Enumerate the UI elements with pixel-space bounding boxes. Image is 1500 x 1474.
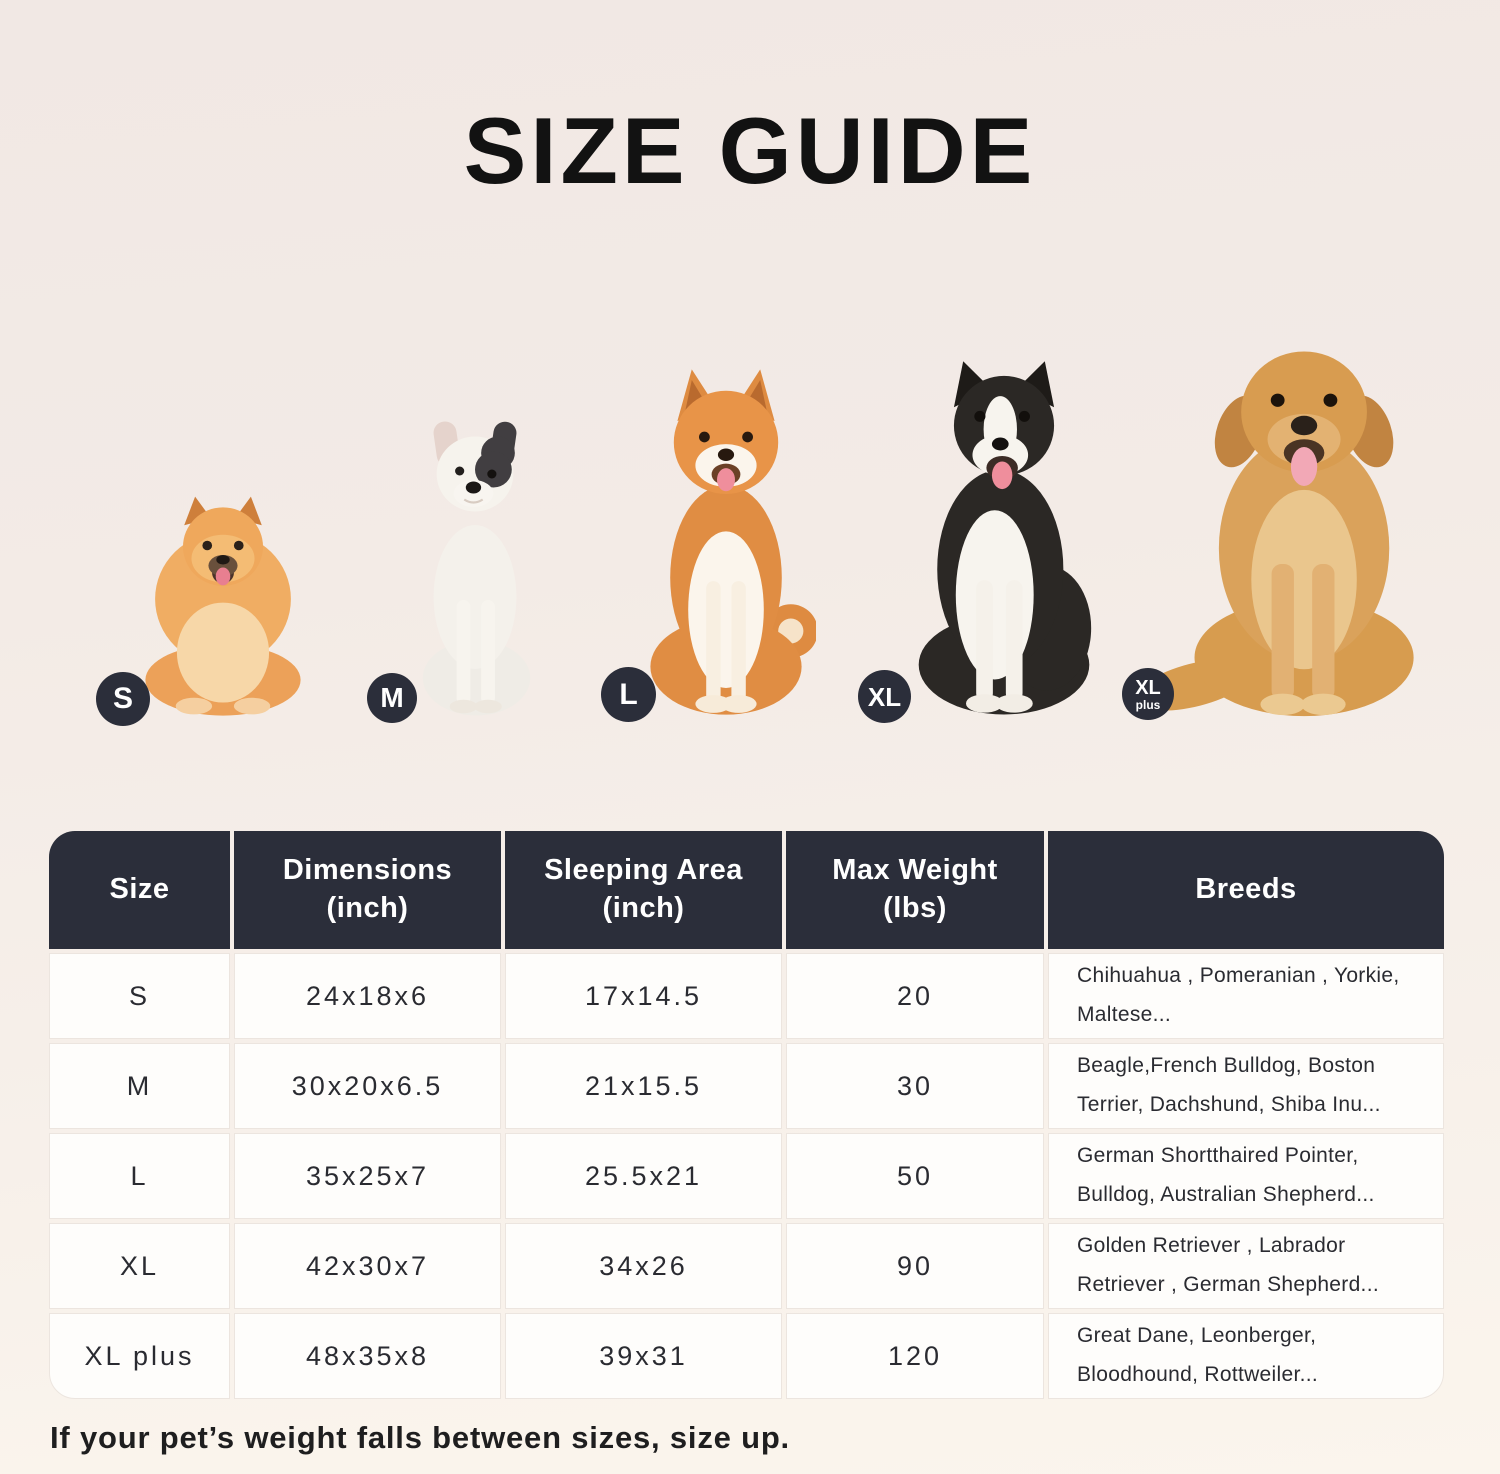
size-badge-xl-label: XL xyxy=(867,681,902,712)
size-badge-s xyxy=(96,672,150,726)
size-badge-m-label: M xyxy=(380,682,404,713)
dog-golden-retriever-illustration xyxy=(1158,330,1442,720)
cell-size-l: L xyxy=(49,1133,230,1219)
dog-french-bulldog-illustration xyxy=(406,420,544,720)
cell-breeds-s: Chihuahua , Pomeranian , Yorkie, Maltese... xyxy=(1048,953,1444,1039)
page-title: SIZE GUIDE xyxy=(463,98,1037,203)
cell-max-weight-xl-plus: 120 xyxy=(786,1313,1044,1399)
cell-size-s: S xyxy=(49,953,230,1039)
cell-breeds-m: Beagle,French Bulldog, Boston Terrier, Dachshund, Shiba Inu... xyxy=(1048,1043,1444,1129)
column-header-size xyxy=(49,831,230,949)
size-table xyxy=(49,831,1444,1399)
size-badge-s-label: S xyxy=(112,682,133,715)
size-badge-l-label: L xyxy=(619,677,638,711)
size-badge-xl-plus-sublabel: plus xyxy=(1135,697,1161,712)
cell-max-weight-xl: 90 xyxy=(786,1223,1044,1309)
cell-sleeping-area-xl: 34x26 xyxy=(505,1223,782,1309)
cell-sleeping-area-l: 25.5x21 xyxy=(505,1133,782,1219)
cell-sleeping-area-m: 21x15.5 xyxy=(505,1043,782,1129)
cell-max-weight-l: 50 xyxy=(786,1133,1044,1219)
column-header-sleeping-area-unit: (inch) xyxy=(602,892,685,924)
column-header-max-weight-label: Max Weight xyxy=(832,854,998,887)
cell-breeds-xl: Golden Retriever , Labrador Retriever , German Shepherd... xyxy=(1048,1223,1444,1309)
column-header-breeds xyxy=(1048,831,1444,949)
size-badge-xl-plus-label: XL xyxy=(1135,676,1161,699)
size-badge-xl-plus xyxy=(1122,668,1174,720)
column-header-breeds-label: Breeds xyxy=(1195,873,1297,906)
column-header-dimensions xyxy=(234,831,501,949)
column-header-max-weight-unit: (lbs) xyxy=(883,892,947,924)
column-header-max-weight xyxy=(786,831,1044,949)
dog-shiba-inu-illustration xyxy=(636,364,816,720)
cell-sleeping-area-s: 17x14.5 xyxy=(505,953,782,1039)
column-header-dimensions-unit: (inch) xyxy=(326,892,409,924)
sizing-advice-note: If your pet’s weight falls between sizes, size up. xyxy=(50,1420,790,1455)
cell-size-xl: XL xyxy=(49,1223,230,1309)
column-header-dimensions-label: Dimensions xyxy=(282,854,453,887)
cell-size-xl-plus: XL plus xyxy=(49,1313,230,1399)
dog-border-collie-illustration xyxy=(902,352,1106,720)
column-header-size-label: Size xyxy=(109,873,170,906)
cell-dimensions-xl: 42x30x7 xyxy=(234,1223,501,1309)
cell-max-weight-m: 30 xyxy=(786,1043,1044,1129)
column-header-sleeping-area xyxy=(505,831,782,949)
size-badge-l xyxy=(601,667,656,722)
cell-dimensions-xl-plus: 48x35x8 xyxy=(234,1313,501,1399)
cell-max-weight-s: 20 xyxy=(786,953,1044,1039)
cell-dimensions-s: 24x18x6 xyxy=(234,953,501,1039)
size-badge-xl xyxy=(858,670,911,723)
cell-dimensions-m: 30x20x6.5 xyxy=(234,1043,501,1129)
cell-size-m: M xyxy=(49,1043,230,1129)
column-header-sleeping-area-label: Sleeping Area xyxy=(544,854,743,887)
size-badge-m xyxy=(367,673,417,723)
cell-dimensions-l: 35x25x7 xyxy=(234,1133,501,1219)
dog-pomeranian-illustration xyxy=(126,480,320,718)
cell-breeds-l: German Shortthaired Pointer, Bulldog, Australian Shepherd... xyxy=(1048,1133,1444,1219)
cell-sleeping-area-xl-plus: 39x31 xyxy=(505,1313,782,1399)
cell-breeds-xl-plus: Great Dane, Leonberger, Bloodhound, Rottweiler... xyxy=(1048,1313,1444,1399)
